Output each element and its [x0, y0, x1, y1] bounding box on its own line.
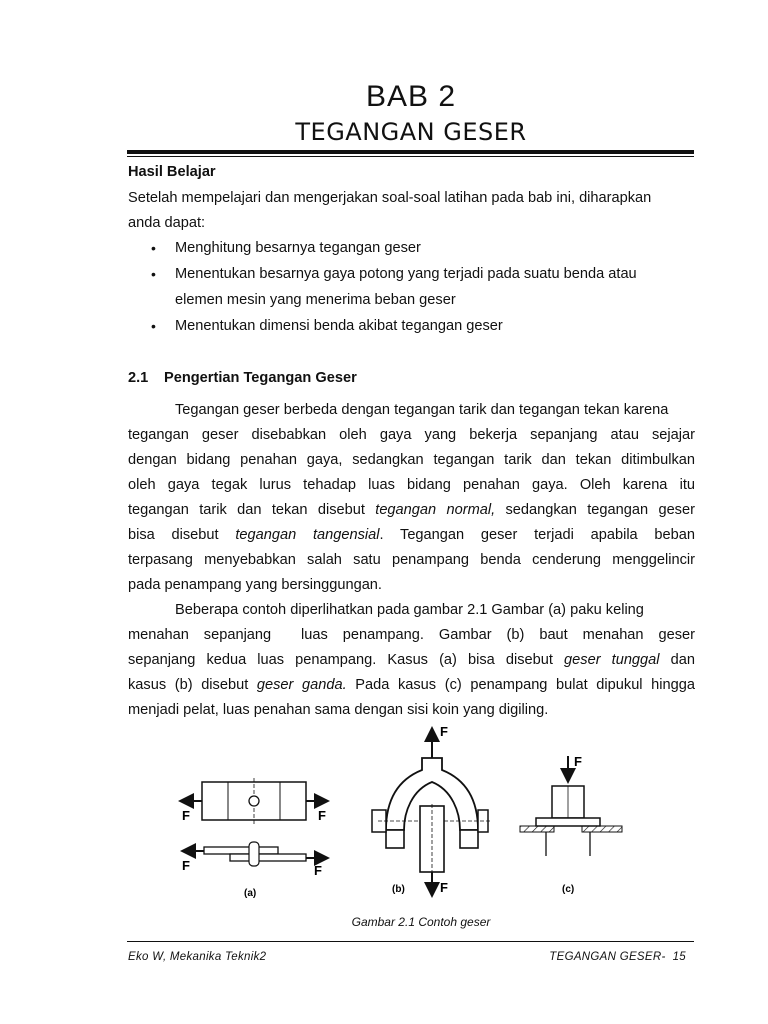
para1-line-7: terpasang menyebabkan salah satu penampang benda cenderung menggelincir [128, 552, 695, 568]
para1-line-5: tegangan tarik dan tekan disebut tegangan normal, sedangkan tegangan geser [128, 502, 695, 518]
para1-line-2: tegangan geser disebabkan oleh gaya yang bekerja sepanjang atau sejajar [128, 427, 695, 443]
para2-line-4: kasus (b) disebut geser ganda. Pada kasus (c) penampang bulat dipukul hingga [128, 677, 695, 693]
force-label: F [182, 808, 190, 823]
bullet-dot: • [151, 318, 156, 334]
chapter-number: BAB 2 [365, 80, 457, 113]
figure-caption: Gambar 2.1 Contoh geser [351, 915, 491, 929]
shear-examples-figure [160, 720, 640, 910]
footer-author: Eko W, Mekanika Teknik2 [128, 951, 267, 963]
para2-line-3: sepanjang kedua luas penampang. Kasus (a) bisa disebut geser tunggal dan [128, 652, 695, 668]
figure-c-label: (c) [562, 884, 575, 895]
figure-b-clevis [372, 724, 490, 896]
bullet-dot: • [151, 266, 156, 282]
section-number: 2.1 [128, 370, 149, 386]
figure-b-label: (b) [392, 884, 405, 895]
figure-c-punch [520, 754, 622, 895]
para1-line-8: pada penampang yang bersinggungan. [128, 577, 382, 593]
learning-intro-line-2: anda dapat: [128, 215, 206, 231]
figure-a-label: (a) [244, 888, 257, 899]
bullet-item-2-line-2: elemen mesin yang menerima beban geser [175, 292, 456, 308]
bullet-item-3: Menentukan dimensi benda akibat tegangan geser [175, 318, 503, 334]
title-rule-thin [127, 156, 694, 157]
chapter-title: TEGANGAN GESER [295, 118, 527, 146]
para1-line-4: oleh gaya tegak lurus tehadap luas bidang penahan gaya. Oleh karena itu [128, 477, 695, 493]
para1-line-6: bisa disebut tegangan tangensial. Tegangan geser terjadi apabila beban [128, 527, 695, 543]
para1-line-3: dengan bidang penahan gaya, sedangkan tegangan tarik dan tekan ditimbulkan [128, 452, 695, 468]
figure-a-side-view [182, 842, 328, 899]
para2-line-2: menahan sepanjang luas penampang. Gambar (b) baut menahan geser [128, 627, 695, 643]
para2-line-1: Beberapa contoh diperlihatkan pada gambar 2.1 Gambar (a) paku keling [175, 602, 644, 618]
learning-intro-line-1: Setelah mempelajari dan mengerjakan soal-soal latihan pada bab ini, diharapkan [128, 190, 652, 206]
para1-line-1: Tegangan geser berbeda dengan tegangan tarik dan tegangan tekan karena [175, 402, 669, 418]
force-label: F [440, 724, 448, 739]
bullet-item-2-line-1: Menentukan besarnya gaya potong yang terjadi pada suatu benda atau [175, 266, 637, 282]
title-rule-thick [127, 150, 694, 154]
section-title: Pengertian Tegangan Geser [164, 370, 357, 386]
learning-heading: Hasil Belajar [128, 164, 216, 180]
force-label: F [574, 754, 582, 769]
footer-rule [127, 941, 694, 942]
force-label: F [440, 880, 448, 895]
footer-page: TEGANGAN GESER- 15 [549, 951, 686, 963]
force-label: F [182, 858, 190, 873]
figure-a-top-view [180, 778, 328, 824]
force-label: F [318, 808, 326, 823]
para2-line-5: menjadi pelat, luas penahan sama dengan sisi koin yang digiling. [128, 702, 549, 718]
force-label: F [314, 863, 322, 878]
bullet-dot: • [151, 240, 156, 256]
bullet-item-1: Menghitung besarnya tegangan geser [175, 240, 421, 256]
